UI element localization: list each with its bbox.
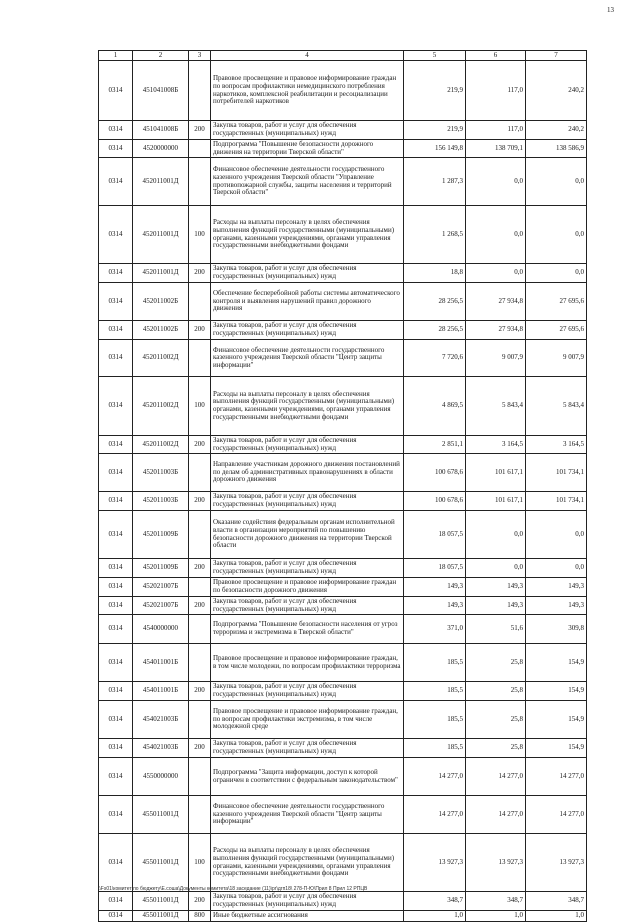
amount-year2-cell: 25,8 — [466, 701, 526, 739]
section-code-cell: 0314 — [99, 911, 133, 922]
section-code-cell: 0314 — [99, 511, 133, 559]
description-cell: Подпрограмма "Повышение безопасности дорожного движения на территории Тверской области" — [211, 140, 404, 158]
amount-year2-cell: 348,7 — [466, 892, 526, 911]
amount-year2-cell: 9 007,9 — [466, 340, 526, 377]
table-row — [99, 911, 587, 922]
description-cell: Закупка товаров, работ и услуг для обеспечения государственных (муниципальных) нужд — [211, 492, 404, 511]
description-cell: Правовое просвещение и правовое информирование граждан, по вопросам профилактики экстремизма, в том числе молодежной среде — [211, 701, 404, 739]
table-row — [99, 61, 587, 121]
description-cell: Закупка товаров, работ и услуг для обеспечения государственных (муниципальных) нужд — [211, 892, 404, 911]
header-cell: 6 — [466, 51, 526, 61]
table-row — [99, 739, 587, 758]
expense-type-cell: 200 — [189, 492, 211, 511]
amount-year2-cell: 5 843,4 — [466, 377, 526, 436]
target-article-cell: 455011001Д — [133, 834, 189, 892]
section-code-cell: 0314 — [99, 158, 133, 206]
amount-year1-cell: 18,8 — [404, 264, 466, 283]
amount-year1-cell: 100 678,6 — [404, 454, 466, 492]
expense-type-cell: 200 — [189, 739, 211, 758]
description-cell: Закупка товаров, работ и услуг для обеспечения государственных (муниципальных) нужд — [211, 739, 404, 758]
table-row — [99, 559, 587, 578]
amount-year3-cell: 14 277,0 — [526, 796, 587, 834]
amount-year2-cell: 149,3 — [466, 597, 526, 615]
description-cell: Расходы на выплаты персоналу в целях обеспечения выполнения функций государственными (муниципальными) органами, казенными учреждениями, органами управления государственными внебюджетными фондами — [211, 377, 404, 436]
table-row — [99, 377, 587, 436]
amount-year3-cell: 13 927,3 — [526, 834, 587, 892]
amount-year2-cell: 3 164,5 — [466, 436, 526, 454]
amount-year1-cell: 100 678,6 — [404, 492, 466, 511]
amount-year2-cell: 149,3 — [466, 578, 526, 597]
target-article-cell: 452011009Б — [133, 511, 189, 559]
amount-year1-cell: 348,7 — [404, 892, 466, 911]
amount-year1-cell: 7 720,6 — [404, 340, 466, 377]
expense-type-cell — [189, 511, 211, 559]
section-code-cell: 0314 — [99, 834, 133, 892]
expense-type-cell: 100 — [189, 834, 211, 892]
amount-year2-cell: 27 934,8 — [466, 321, 526, 340]
section-code-cell: 0314 — [99, 559, 133, 578]
amount-year2-cell: 25,8 — [466, 739, 526, 758]
amount-year2-cell: 25,8 — [466, 682, 526, 701]
section-code-cell: 0314 — [99, 140, 133, 158]
amount-year2-cell: 14 277,0 — [466, 758, 526, 796]
description-cell: Финансовое обеспечение деятельности государственного казенного учреждения Тверской области "Центр защиты информации" — [211, 340, 404, 377]
amount-year1-cell: 28 256,5 — [404, 321, 466, 340]
target-article-cell: 454011001Б — [133, 644, 189, 682]
section-code-cell: 0314 — [99, 61, 133, 121]
target-article-cell: 452011002Д — [133, 377, 189, 436]
table-row — [99, 758, 587, 796]
amount-year1-cell: 149,3 — [404, 578, 466, 597]
description-cell: Финансовое обеспечение деятельности государственного казенного учреждения Тверской области "Центр защиты информации" — [211, 796, 404, 834]
target-article-cell: 452011002Д — [133, 436, 189, 454]
description-cell: Закупка товаров, работ и услуг для обеспечения государственных (муниципальных) нужд — [211, 597, 404, 615]
target-article-cell: 451041008Б — [133, 121, 189, 140]
section-code-cell: 0314 — [99, 121, 133, 140]
target-article-cell: 4550000000 — [133, 758, 189, 796]
amount-year1-cell: 18 057,5 — [404, 511, 466, 559]
amount-year2-cell: 101 617,1 — [466, 454, 526, 492]
target-article-cell: 455011001Д — [133, 911, 189, 922]
target-article-cell: 4540000000 — [133, 615, 189, 644]
amount-year1-cell: 28 256,5 — [404, 283, 466, 321]
amount-year1-cell: 219,9 — [404, 61, 466, 121]
amount-year3-cell: 0,0 — [526, 158, 587, 206]
header-row — [99, 51, 587, 61]
amount-year2-cell: 0,0 — [466, 559, 526, 578]
header-cell: 4 — [211, 51, 404, 61]
section-code-cell: 0314 — [99, 615, 133, 644]
expense-type-cell — [189, 140, 211, 158]
amount-year1-cell: 1,0 — [404, 911, 466, 922]
header-cell: 3 — [189, 51, 211, 61]
description-cell: Правовое просвещение и правовое информирование граждан, в том числе молодежи, по вопросам профилактики терроризма — [211, 644, 404, 682]
expense-type-cell — [189, 578, 211, 597]
amount-year3-cell: 240,2 — [526, 121, 587, 140]
amount-year1-cell: 1 287,3 — [404, 158, 466, 206]
amount-year3-cell: 0,0 — [526, 264, 587, 283]
target-article-cell: 452011002Б — [133, 283, 189, 321]
description-cell: Правовое просвещение и правовое информирование граждан по вопросам профилактики немедицинского потребления наркотиков, комплексной реабилитации и ресоциализации потребителей наркотиков — [211, 61, 404, 121]
amount-year3-cell: 348,7 — [526, 892, 587, 911]
amount-year3-cell: 0,0 — [526, 206, 587, 264]
amount-year2-cell: 117,0 — [466, 121, 526, 140]
target-article-cell: 452011003Б — [133, 454, 189, 492]
section-code-cell: 0314 — [99, 739, 133, 758]
header-cell: 1 — [99, 51, 133, 61]
section-code-cell: 0314 — [99, 682, 133, 701]
amount-year3-cell: 154,9 — [526, 644, 587, 682]
amount-year2-cell: 1,0 — [466, 911, 526, 922]
header-cell: 7 — [526, 51, 587, 61]
expense-type-cell: 100 — [189, 377, 211, 436]
expense-type-cell — [189, 644, 211, 682]
section-code-cell: 0314 — [99, 264, 133, 283]
section-code-cell: 0314 — [99, 492, 133, 511]
expense-type-cell — [189, 158, 211, 206]
target-article-cell: 452011002Б — [133, 321, 189, 340]
amount-year1-cell: 14 277,0 — [404, 758, 466, 796]
table-row — [99, 283, 587, 321]
amount-year2-cell: 0,0 — [466, 511, 526, 559]
expense-type-cell: 800 — [189, 911, 211, 922]
table-row — [99, 892, 587, 911]
target-article-cell: 454021003Б — [133, 739, 189, 758]
description-cell: Закупка товаров, работ и услуг для обеспечения государственных (муниципальных) нужд — [211, 121, 404, 140]
amount-year3-cell: 3 164,5 — [526, 436, 587, 454]
amount-year1-cell: 156 149,8 — [404, 140, 466, 158]
description-cell: Финансовое обеспечение деятельности государственного казенного учреждения Тверской области "Управление противопожарной службы, защиты населения и территорий Тверской области" — [211, 158, 404, 206]
description-cell: Подпрограмма "Повышение безопасности населения от угроз терроризма и экстремизма в Тверской области" — [211, 615, 404, 644]
amount-year3-cell: 154,9 — [526, 701, 587, 739]
table-row — [99, 321, 587, 340]
expense-type-cell: 200 — [189, 436, 211, 454]
section-code-cell: 0314 — [99, 701, 133, 739]
amount-year2-cell: 0,0 — [466, 158, 526, 206]
file-path-footer: \\Fs01\комитет по бюджету\Е.соша\Документы комитета\18 заседание (11)\pr\дгп18\ 278-П-Ю\Прил 8 Прил 12 РПЦВ — [98, 886, 368, 892]
table-row — [99, 454, 587, 492]
page-number: 13 — [607, 6, 614, 14]
section-code-cell: 0314 — [99, 454, 133, 492]
section-code-cell: 0314 — [99, 321, 133, 340]
description-cell: Направление участникам дорожного движения постановлений по делам об административных правонарушениях в области дорожного движения — [211, 454, 404, 492]
target-article-cell: 452011001Д — [133, 158, 189, 206]
target-article-cell: 4520000000 — [133, 140, 189, 158]
expense-type-cell — [189, 758, 211, 796]
section-code-cell: 0314 — [99, 206, 133, 264]
expense-type-cell — [189, 340, 211, 377]
amount-year2-cell: 0,0 — [466, 264, 526, 283]
amount-year2-cell: 101 617,1 — [466, 492, 526, 511]
table-row — [99, 121, 587, 140]
amount-year3-cell: 149,3 — [526, 597, 587, 615]
amount-year3-cell: 149,3 — [526, 578, 587, 597]
table-row — [99, 834, 587, 892]
section-code-cell: 0314 — [99, 644, 133, 682]
amount-year1-cell: 18 057,5 — [404, 559, 466, 578]
header-cell: 2 — [133, 51, 189, 61]
amount-year1-cell: 185,5 — [404, 701, 466, 739]
table-row — [99, 682, 587, 701]
target-article-cell: 452011001Д — [133, 264, 189, 283]
amount-year3-cell: 14 277,0 — [526, 758, 587, 796]
description-cell: Закупка товаров, работ и услуг для обеспечения государственных (муниципальных) нужд — [211, 436, 404, 454]
amount-year1-cell: 14 277,0 — [404, 796, 466, 834]
description-cell: Подпрограмма "Защита информации, доступ к которой ограничен в соответствии с федеральным законодательством" — [211, 758, 404, 796]
description-cell: Закупка товаров, работ и услуг для обеспечения государственных (муниципальных) нужд — [211, 682, 404, 701]
amount-year2-cell: 138 709,1 — [466, 140, 526, 158]
expense-type-cell — [189, 61, 211, 121]
amount-year2-cell: 13 927,3 — [466, 834, 526, 892]
amount-year3-cell: 154,9 — [526, 682, 587, 701]
section-code-cell: 0314 — [99, 377, 133, 436]
header-cell: 5 — [404, 51, 466, 61]
target-article-cell: 454021003Б — [133, 701, 189, 739]
amount-year3-cell: 154,9 — [526, 739, 587, 758]
description-cell: Закупка товаров, работ и услуг для обеспечения государственных (муниципальных) нужд — [211, 321, 404, 340]
description-cell: Закупка товаров, работ и услуг для обеспечения государственных (муниципальных) нужд — [211, 264, 404, 283]
expense-type-cell — [189, 283, 211, 321]
amount-year3-cell: 101 734,1 — [526, 454, 587, 492]
description-cell: Иные бюджетные ассигнования — [211, 911, 404, 922]
target-article-cell: 452011002Д — [133, 340, 189, 377]
description-cell: Расходы на выплаты персоналу в целях обеспечения выполнения функций государственными (муниципальными) органами, казенными учреждениями, органами управления государственными внебюджетными фондами — [211, 834, 404, 892]
amount-year1-cell: 219,9 — [404, 121, 466, 140]
amount-year3-cell: 0,0 — [526, 559, 587, 578]
expense-type-cell: 200 — [189, 264, 211, 283]
target-article-cell: 452011001Д — [133, 206, 189, 264]
table-row — [99, 340, 587, 377]
table-row — [99, 140, 587, 158]
amount-year1-cell: 4 869,5 — [404, 377, 466, 436]
table-row — [99, 492, 587, 511]
amount-year2-cell: 51,6 — [466, 615, 526, 644]
table-row — [99, 578, 587, 597]
amount-year3-cell: 309,8 — [526, 615, 587, 644]
amount-year2-cell: 14 277,0 — [466, 796, 526, 834]
section-code-cell: 0314 — [99, 597, 133, 615]
table-row — [99, 206, 587, 264]
section-code-cell: 0314 — [99, 340, 133, 377]
amount-year1-cell: 371,0 — [404, 615, 466, 644]
amount-year3-cell: 101 734,1 — [526, 492, 587, 511]
amount-year1-cell: 1 268,5 — [404, 206, 466, 264]
section-code-cell: 0314 — [99, 758, 133, 796]
table-row — [99, 615, 587, 644]
amount-year3-cell: 0,0 — [526, 511, 587, 559]
section-code-cell: 0314 — [99, 436, 133, 454]
description-cell: Расходы на выплаты персоналу в целях обеспечения выполнения функций государственными (муниципальными) органами, казенными учреждениями, органами управления государственными внебюджетными фондами — [211, 206, 404, 264]
target-article-cell: 455011001Д — [133, 796, 189, 834]
amount-year2-cell: 0,0 — [466, 206, 526, 264]
expense-type-cell: 100 — [189, 206, 211, 264]
expense-type-cell: 200 — [189, 682, 211, 701]
target-article-cell: 451041008Б — [133, 61, 189, 121]
section-code-cell: 0314 — [99, 892, 133, 911]
expense-type-cell — [189, 615, 211, 644]
amount-year1-cell: 2 851,1 — [404, 436, 466, 454]
amount-year2-cell: 117,0 — [466, 61, 526, 121]
target-article-cell: 452011003Б — [133, 492, 189, 511]
amount-year3-cell: 5 843,4 — [526, 377, 587, 436]
amount-year1-cell: 13 927,3 — [404, 834, 466, 892]
table-row — [99, 158, 587, 206]
amount-year1-cell: 185,5 — [404, 682, 466, 701]
section-code-cell: 0314 — [99, 578, 133, 597]
expense-type-cell: 200 — [189, 597, 211, 615]
expense-type-cell — [189, 454, 211, 492]
table-row — [99, 796, 587, 834]
expense-type-cell — [189, 796, 211, 834]
amount-year3-cell: 1,0 — [526, 911, 587, 922]
table-row — [99, 597, 587, 615]
section-code-cell: 0314 — [99, 796, 133, 834]
expense-type-cell: 200 — [189, 121, 211, 140]
expense-type-cell: 200 — [189, 892, 211, 911]
amount-year3-cell: 138 586,9 — [526, 140, 587, 158]
budget-table — [98, 50, 587, 922]
description-cell: Обеспечение бесперебойной работы системы автоматического контроля и выявления нарушений правил дорожного движения — [211, 283, 404, 321]
amount-year3-cell: 27 695,6 — [526, 321, 587, 340]
description-cell: Правовое просвещение и правовое информирование граждан по безопасности дорожного движения — [211, 578, 404, 597]
expense-type-cell: 200 — [189, 321, 211, 340]
table-row — [99, 701, 587, 739]
expense-type-cell: 200 — [189, 559, 211, 578]
amount-year1-cell: 185,5 — [404, 739, 466, 758]
description-cell: Закупка товаров, работ и услуг для обеспечения государственных (муниципальных) нужд — [211, 559, 404, 578]
target-article-cell: 454011001Б — [133, 682, 189, 701]
table-row — [99, 436, 587, 454]
target-article-cell: 452021007Б — [133, 578, 189, 597]
amount-year2-cell: 27 934,8 — [466, 283, 526, 321]
target-article-cell: 455011001Д — [133, 892, 189, 911]
amount-year3-cell: 27 695,6 — [526, 283, 587, 321]
expense-type-cell — [189, 701, 211, 739]
description-cell: Оказание содействия федеральным органам исполнительной власти в организации мероприятий по повышению безопасности дорожного движения на территории Тверской области — [211, 511, 404, 559]
target-article-cell: 452011009Б — [133, 559, 189, 578]
table-row — [99, 644, 587, 682]
amount-year3-cell: 9 007,9 — [526, 340, 587, 377]
target-article-cell: 452021007Б — [133, 597, 189, 615]
amount-year1-cell: 149,3 — [404, 597, 466, 615]
amount-year1-cell: 185,5 — [404, 644, 466, 682]
table-row — [99, 511, 587, 559]
table-row — [99, 264, 587, 283]
amount-year2-cell: 25,8 — [466, 644, 526, 682]
section-code-cell: 0314 — [99, 283, 133, 321]
amount-year3-cell: 240,2 — [526, 61, 587, 121]
